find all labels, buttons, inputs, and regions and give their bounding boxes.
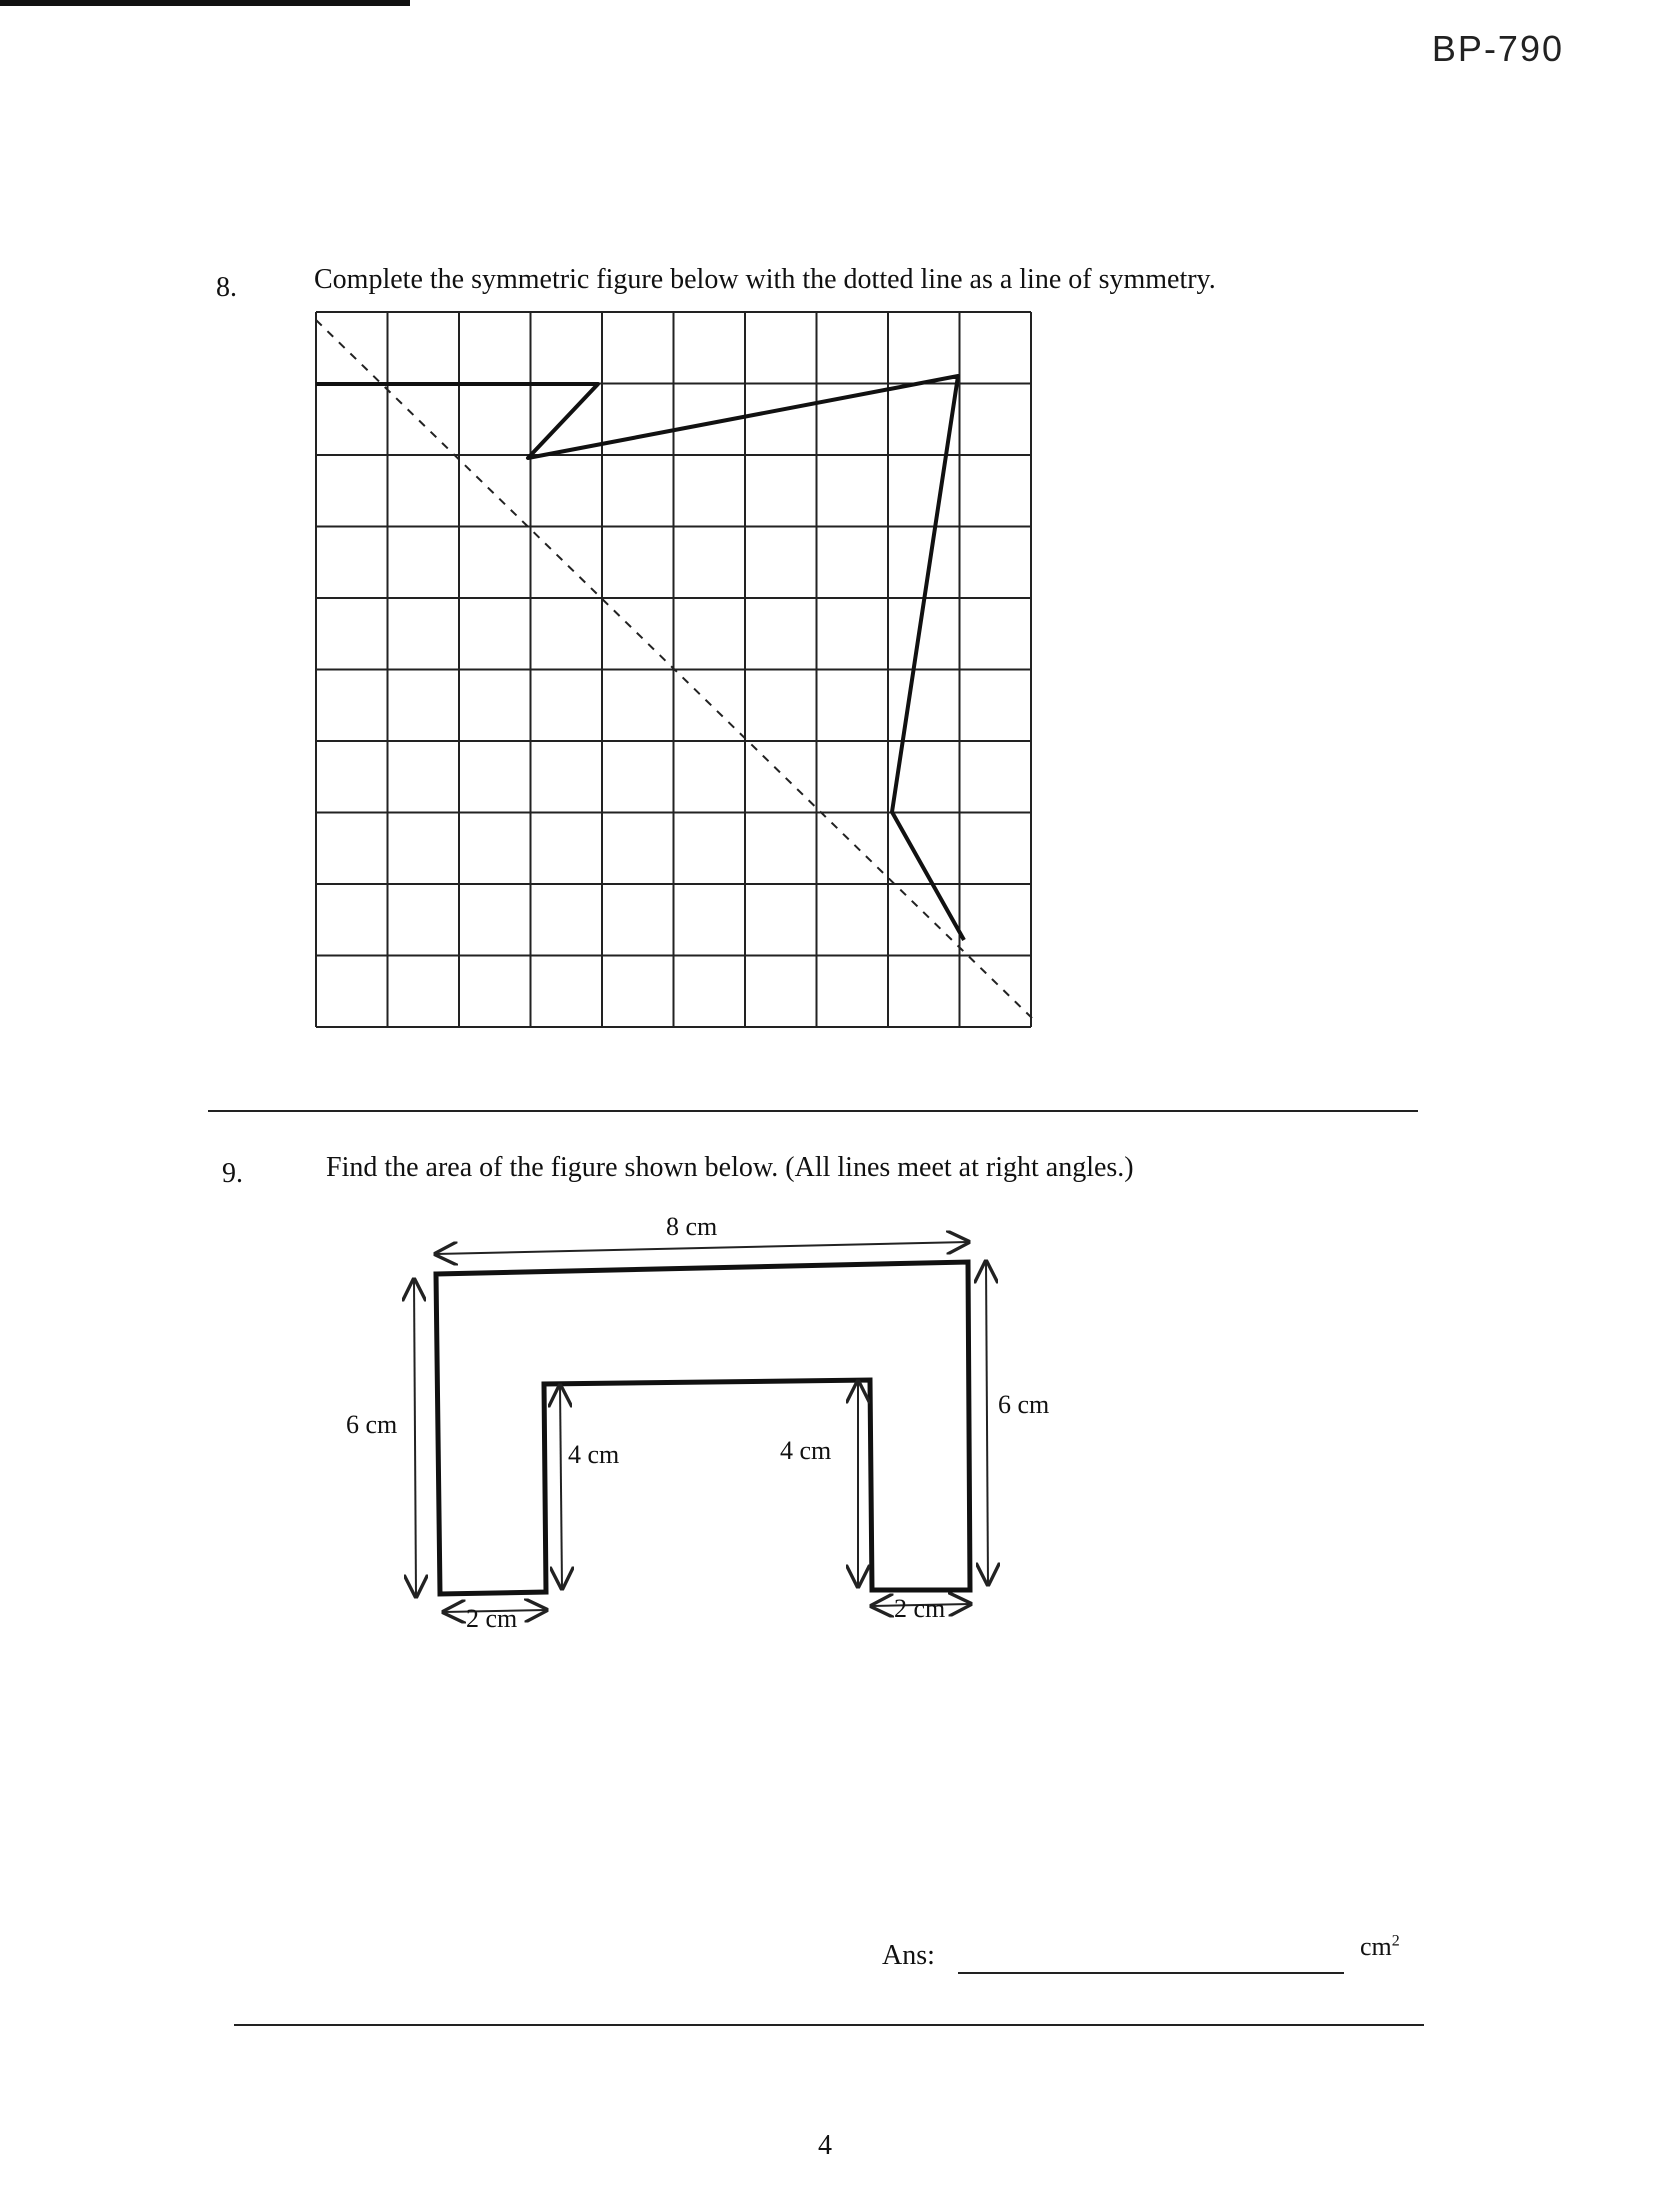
question-8-text: Complete the symmetric figure below with the dotted line as a line of symmetry. — [314, 264, 1216, 295]
answer-label: Ans: — [882, 1940, 935, 1971]
dimension-right — [986, 1262, 988, 1584]
label-bottom-right-2cm: 2 cm — [894, 1594, 946, 1623]
u-shape-outline — [436, 1262, 970, 1594]
question-8-number: 8. — [216, 272, 237, 303]
label-top-8cm: 8 cm — [666, 1212, 718, 1241]
page-number: 4 — [818, 2130, 832, 2161]
dimension-left — [414, 1280, 416, 1596]
label-right-6cm: 6 cm — [998, 1390, 1050, 1419]
dimension-top — [436, 1242, 968, 1254]
paper-code: BP-790 — [1431, 28, 1564, 69]
label-bottom-left-2cm: 2 cm — [466, 1604, 518, 1633]
question-9-text: Find the area of the figure shown below. (All lines meet at right angles.) — [326, 1152, 1134, 1183]
label-left-6cm: 6 cm — [346, 1410, 398, 1439]
answer-line[interactable] — [958, 1972, 1344, 1974]
answer-unit: $cm^2$ — [1360, 1932, 1400, 1961]
divider-bottom — [234, 2024, 1424, 2026]
question-9-number: 9. — [222, 1158, 243, 1189]
label-inner-left-4cm: 4 cm — [568, 1440, 620, 1469]
dimension-inner-left — [560, 1386, 562, 1588]
label-inner-right-4cm: 4 cm — [780, 1436, 832, 1465]
